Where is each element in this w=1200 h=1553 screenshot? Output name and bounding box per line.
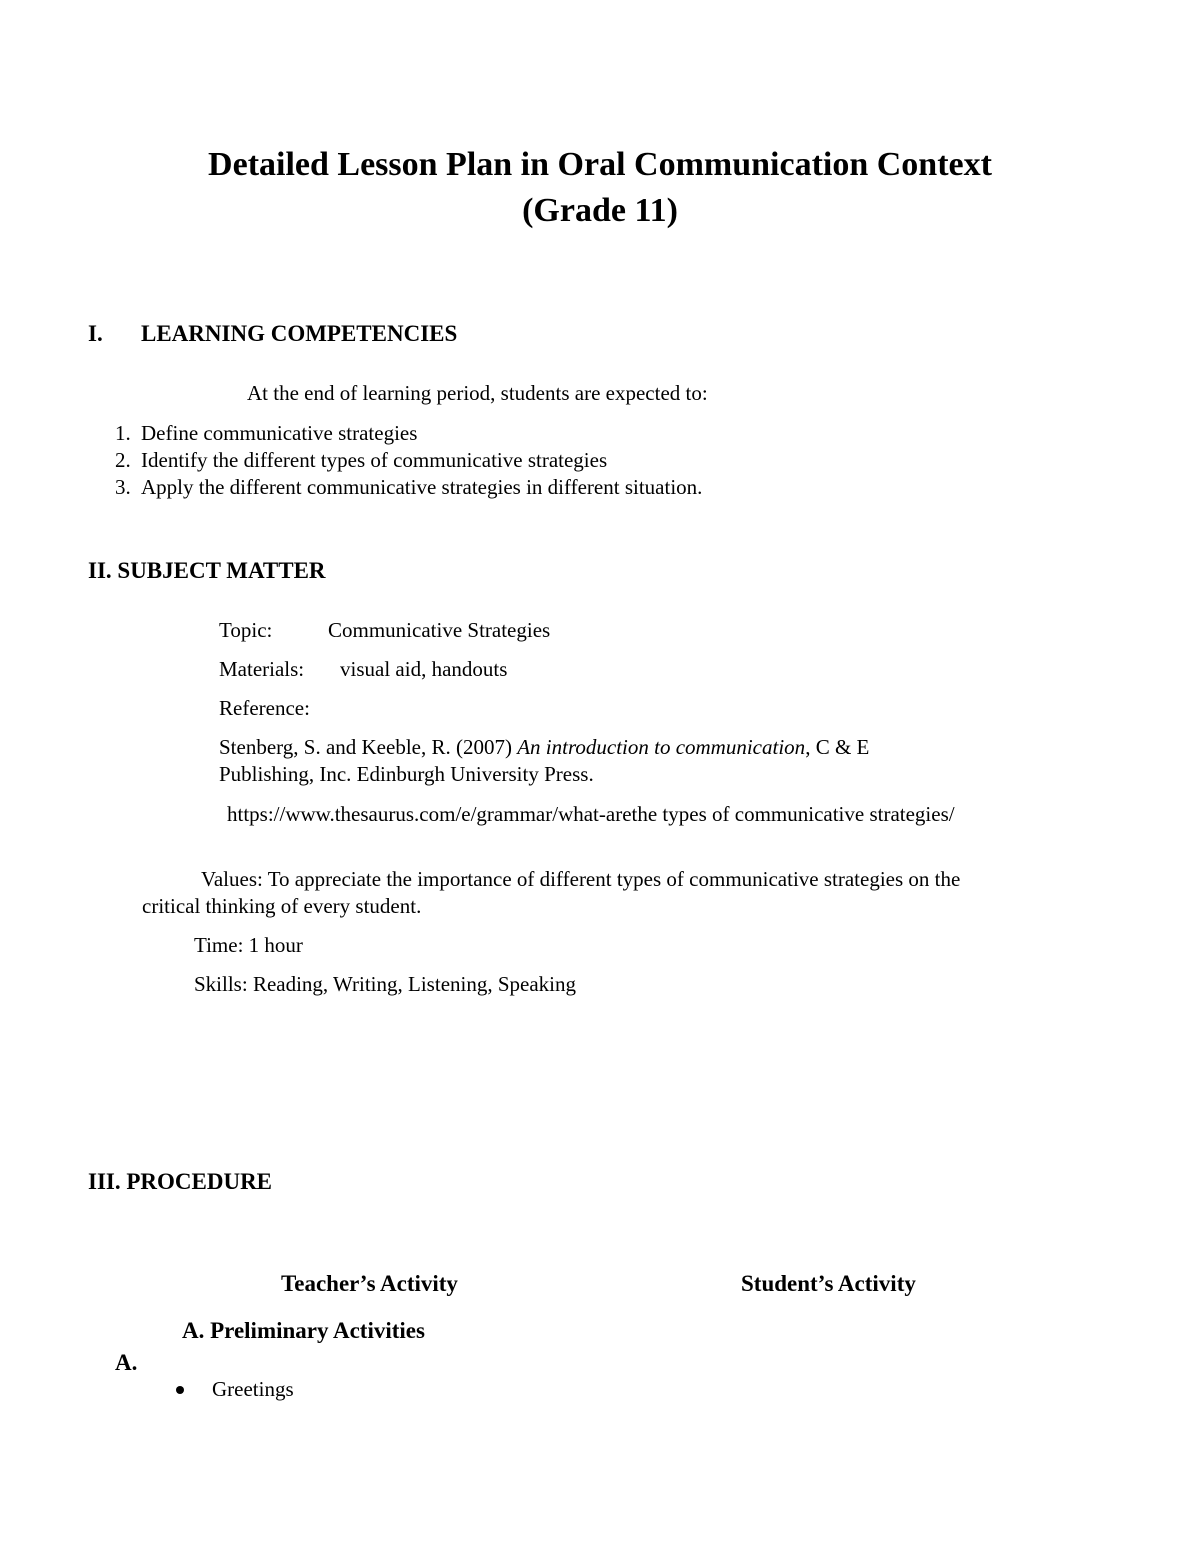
section1-number: I. <box>88 321 103 346</box>
reference-url: https://www.thesaurus.com/e/grammar/what-arethe types of communicative strategies/ <box>227 802 955 826</box>
section3-heading: III. PROCEDURE <box>88 1169 273 1194</box>
time-text: Time: 1 hour <box>194 933 303 957</box>
topic-value: Communicative Strategies <box>328 618 551 642</box>
competency-number-2: 2. <box>115 448 131 472</box>
values-line1: Values: To appreciate the importance of different types of communicative strategies on the <box>201 867 961 891</box>
competency-number-3: 3. <box>115 475 131 499</box>
bullet-item-greetings: Greetings <box>212 1377 294 1401</box>
bullet-icon <box>176 1386 184 1394</box>
materials-value: visual aid, handouts <box>340 657 508 681</box>
materials-label: Materials: <box>219 657 305 681</box>
document-title-line2: (Grade 11) <box>522 192 678 229</box>
teacher-activity-header: Teacher’s Activity <box>281 1271 458 1296</box>
competency-item-2: Identify the different types of communicative strategies <box>141 448 608 472</box>
reference-citation-line1 <box>219 734 869 761</box>
reference-citation-line2: Publishing, Inc. Edinburgh University Press. <box>219 762 594 786</box>
section1-heading: LEARNING COMPETENCIES <box>141 321 458 346</box>
section1-intro: At the end of learning period, students are expected to: <box>247 381 708 405</box>
reference-label: Reference: <box>219 696 310 720</box>
skills-text: Skills: Reading, Writing, Listening, Speaking <box>194 972 576 996</box>
competency-item-1: Define communicative strategies <box>141 421 418 445</box>
section2-heading: II. SUBJECT MATTER <box>88 558 326 583</box>
topic-label: Topic: <box>219 618 273 642</box>
reference-authors: Stenberg, S. and Keeble, R. (2007) <box>219 735 518 759</box>
document-title-line1: Detailed Lesson Plan in Oral Communication Context <box>208 146 992 183</box>
values-line2: critical thinking of every student. <box>142 894 422 918</box>
outline-letter: A. <box>115 1350 138 1375</box>
reference-publisher: , C & E <box>805 735 870 759</box>
competency-item-3: Apply the different communicative strategies in different situation. <box>141 475 703 499</box>
student-activity-header: Student’s Activity <box>741 1271 916 1296</box>
preliminary-activities-heading: A. Preliminary Activities <box>182 1318 425 1343</box>
competency-number-1: 1. <box>115 421 131 445</box>
reference-book-title: An introduction to communication <box>517 735 806 759</box>
